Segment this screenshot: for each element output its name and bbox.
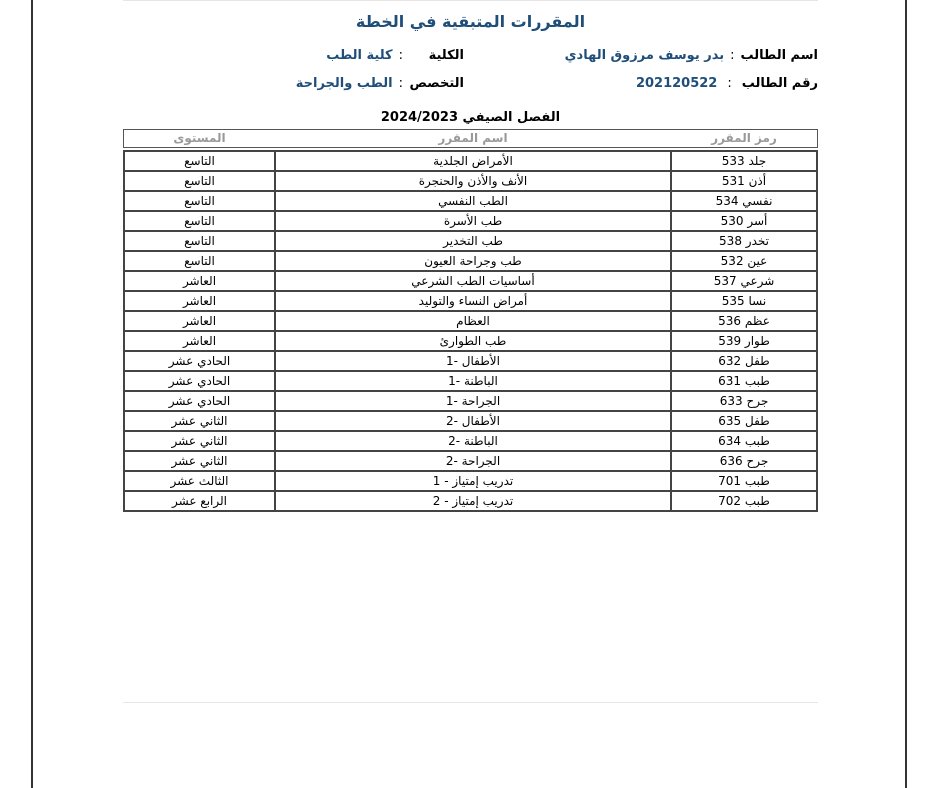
course-name-cell: الأطفال -2	[275, 411, 671, 431]
course-code-cell: جرح 633	[671, 391, 817, 411]
student-id-label: رقم الطالب	[741, 76, 818, 91]
table-row	[124, 171, 817, 191]
table-row	[124, 291, 817, 311]
table-row	[124, 371, 817, 391]
course-code-cell: جلد 533	[671, 151, 817, 171]
course-level-cell: الثاني عشر	[124, 451, 275, 471]
course-name-cell: الجراحة -2	[275, 451, 671, 471]
course-level-cell: الرابع عشر	[124, 491, 275, 511]
table-row	[124, 191, 817, 211]
course-name-cell: الأنف والأذن والحنجرة	[275, 171, 671, 191]
course-level-cell: التاسع	[124, 251, 275, 271]
table-row	[124, 411, 817, 431]
course-code-cell: طبب 701	[671, 471, 817, 491]
courses-table-body	[124, 151, 817, 511]
table-row	[124, 431, 817, 451]
course-name-cell: طب الأسرة	[275, 211, 671, 231]
course-code-cell: عين 532	[671, 251, 817, 271]
course-level-cell: العاشر	[124, 311, 275, 331]
course-name-cell: طب الطوارئ	[275, 331, 671, 351]
college-label: الكلية	[428, 48, 464, 63]
course-name-cell: طب التخدير	[275, 231, 671, 251]
course-level-cell: الحادي عشر	[124, 371, 275, 391]
course-name-cell: العظام	[275, 311, 671, 331]
course-code-cell: جرح 636	[671, 451, 817, 471]
course-name-cell: أساسيات الطب الشرعي	[275, 271, 671, 291]
major-row	[296, 76, 464, 96]
course-level-cell: التاسع	[124, 211, 275, 231]
college-row	[326, 48, 464, 68]
table-row	[124, 491, 817, 511]
course-code-cell: طوار 539	[671, 331, 817, 351]
table-row	[124, 231, 817, 251]
student-name-row	[565, 48, 818, 68]
separator: :	[727, 76, 732, 91]
course-name-cell: طب وجراحة العيون	[275, 251, 671, 271]
page-title: المقررات المتبقية في الخطة	[355, 12, 586, 31]
course-code-cell: طفل 635	[671, 411, 817, 431]
course-level-cell: الثالث عشر	[124, 471, 275, 491]
course-code-cell: نسا 535	[671, 291, 817, 311]
table-header	[123, 129, 818, 148]
course-name-cell: الباطنة -2	[275, 431, 671, 451]
table-row	[124, 271, 817, 291]
table-row	[124, 211, 817, 231]
course-code-cell: أسر 530	[671, 211, 817, 231]
course-name-cell: تدريب إمتياز - 2	[275, 491, 671, 511]
header-course-name: اسم المقرر	[438, 131, 508, 145]
course-level-cell: العاشر	[124, 271, 275, 291]
course-name-cell: تدريب إمتياز - 1	[275, 471, 671, 491]
course-level-cell: التاسع	[124, 151, 275, 171]
separator: :	[730, 48, 735, 63]
course-code-cell: نفسي 534	[671, 191, 817, 211]
course-level-cell: العاشر	[124, 331, 275, 351]
student-id-value: 202120522	[635, 76, 718, 91]
course-level-cell: الحادي عشر	[124, 391, 275, 411]
course-level-cell: التاسع	[124, 191, 275, 211]
course-code-cell: تخدر 538	[671, 231, 817, 251]
course-code-cell: طبب 631	[671, 371, 817, 391]
student-name-value: بدر يوسف مرزوق الهادي	[564, 48, 725, 63]
course-level-cell: العاشر	[124, 291, 275, 311]
course-level-cell: التاسع	[124, 171, 275, 191]
major-label: التخصص	[409, 76, 464, 91]
course-name-cell: الأمراض الجلدية	[275, 151, 671, 171]
table-row	[124, 391, 817, 411]
table-row	[124, 311, 817, 331]
course-level-cell: التاسع	[124, 231, 275, 251]
table-row	[124, 251, 817, 271]
course-code-cell: طفل 632	[671, 351, 817, 371]
course-code-cell: شرعي 537	[671, 271, 817, 291]
course-level-cell: الثاني عشر	[124, 411, 275, 431]
header-course-code: رمز المقرر	[711, 131, 777, 145]
course-code-cell: أذن 531	[671, 171, 817, 191]
table-row	[124, 471, 817, 491]
course-code-cell: طبب 702	[671, 491, 817, 511]
major-value: الطب والجراحة	[295, 76, 393, 91]
course-level-cell: الحادي عشر	[124, 351, 275, 371]
course-name-cell: الجراحة -1	[275, 391, 671, 411]
semester-heading: الفصل الصيفي 2024/2023	[380, 110, 561, 125]
courses-table	[123, 150, 818, 512]
student-id-row	[636, 76, 818, 96]
table-row	[124, 351, 817, 371]
course-name-cell: الباطنة -1	[275, 371, 671, 391]
course-name-cell: الأطفال -1	[275, 351, 671, 371]
separator: :	[398, 48, 403, 63]
table-row	[124, 451, 817, 471]
college-value: كلية الطب	[326, 48, 393, 63]
course-name-cell: الطب النفسي	[275, 191, 671, 211]
top-divider	[123, 0, 818, 1]
course-name-cell: أمراض النساء والتوليد	[275, 291, 671, 311]
course-code-cell: عظم 536	[671, 311, 817, 331]
student-name-label: اسم الطالب	[740, 48, 818, 63]
course-level-cell: الثاني عشر	[124, 431, 275, 451]
separator: :	[398, 76, 403, 91]
bottom-divider	[123, 702, 818, 703]
course-code-cell: طبب 634	[671, 431, 817, 451]
table-row	[124, 331, 817, 351]
header-level: المستوى	[173, 131, 226, 145]
table-row	[124, 151, 817, 171]
